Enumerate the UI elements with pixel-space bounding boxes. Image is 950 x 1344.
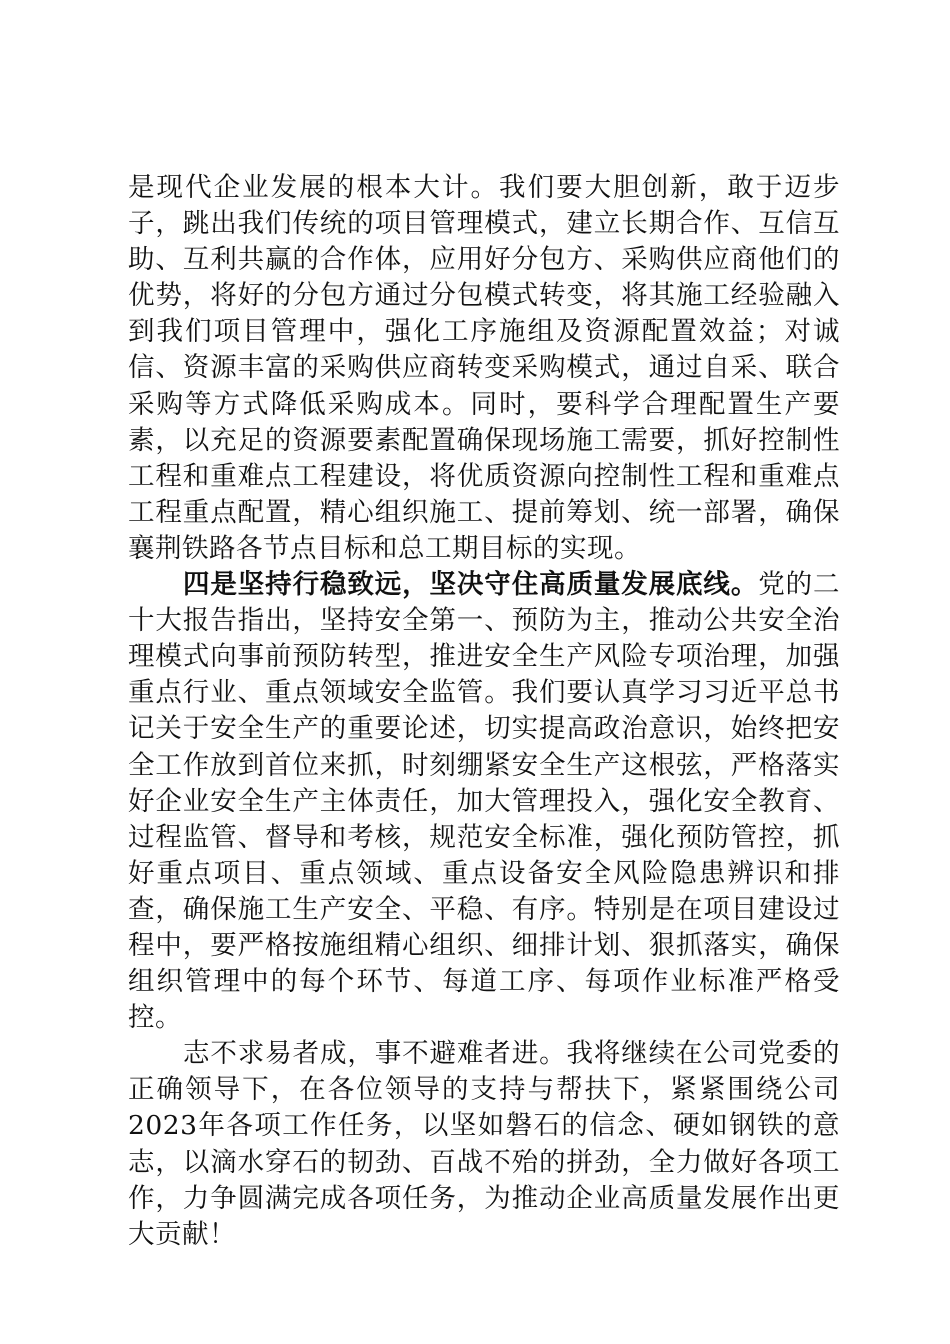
paragraph-continuation: [128, 170, 840, 567]
paragraph-section-four: [128, 567, 840, 1036]
paragraph-closing: [128, 1036, 840, 1253]
paragraph-text: 党的二十大报告指出，坚持安全第一、预防为主，推动公共安全治理模式向事前预防转型，推进安全生产风险专项治理，加强重点行业、重点领域安全监管。我们要认真学习习近平总书记关于安全生产的重要论述，切实提高政治意识，始终把安全工作放到首位来抓，时刻绷紧安全生产这根弦，严格落实好企业安全生产主体责任，加大管理投入，强化安全教育、过程监管、督导和考核，规范安全标准，强化预防管控，抓好重点项目、重点领域、重点设备安全风险隐患辨识和排查，确保施工生产安全、平稳、有序。特别是在项目建设过程中，要严格按施组精心组织、细排计划、狠抓落实，确保组织管理中的每个环节、每道工序、每项作业标准严格受控。: [128, 569, 841, 1034]
body-text: [128, 170, 840, 1253]
paragraph-text: 是现代企业发展的根本大计。我们要大胆创新，敢于迈步子，跳出我们传统的项目管理模式，建立长期合作、互信互助、互利共赢的合作体，应用好分包方、采购供应商他们的优势，将好的分包方通过分包模式转变，将其施工经验融入到我们项目管理中，强化工序施组及资源配置效益；对诚信、资源丰富的采购供应商转变采购模式，通过自采、联合采购等方式降低采购成本。同时，要科学合理配置生产要素，以充足的资源要素配置确保现场施工需要，抓好控制性工程和重难点工程建设，将优质资源向控制性工程和重难点工程重点配置，精心组织施工、提前筹划、统一部署，确保襄荆铁路各节点目标和总工期目标的实现。: [128, 172, 840, 564]
paragraph-text: 志不求易者成，事不避难者进。我将继续在公司党委的正确领导下，在各位领导的支持与帮扶下，紧紧围绕公司2023年各项工作任务，以坚如磐石的信念、硬如钢铁的意志，以滴水穿石的韧劲、百战不殆的拼劲，全力做好各项工作，力争圆满完成各项任务，为推动企业高质量发展作出更大贡献！: [128, 1038, 840, 1250]
section-heading-inline: 四是坚持行稳致远，坚决守住高质量发展底线。: [183, 569, 759, 601]
